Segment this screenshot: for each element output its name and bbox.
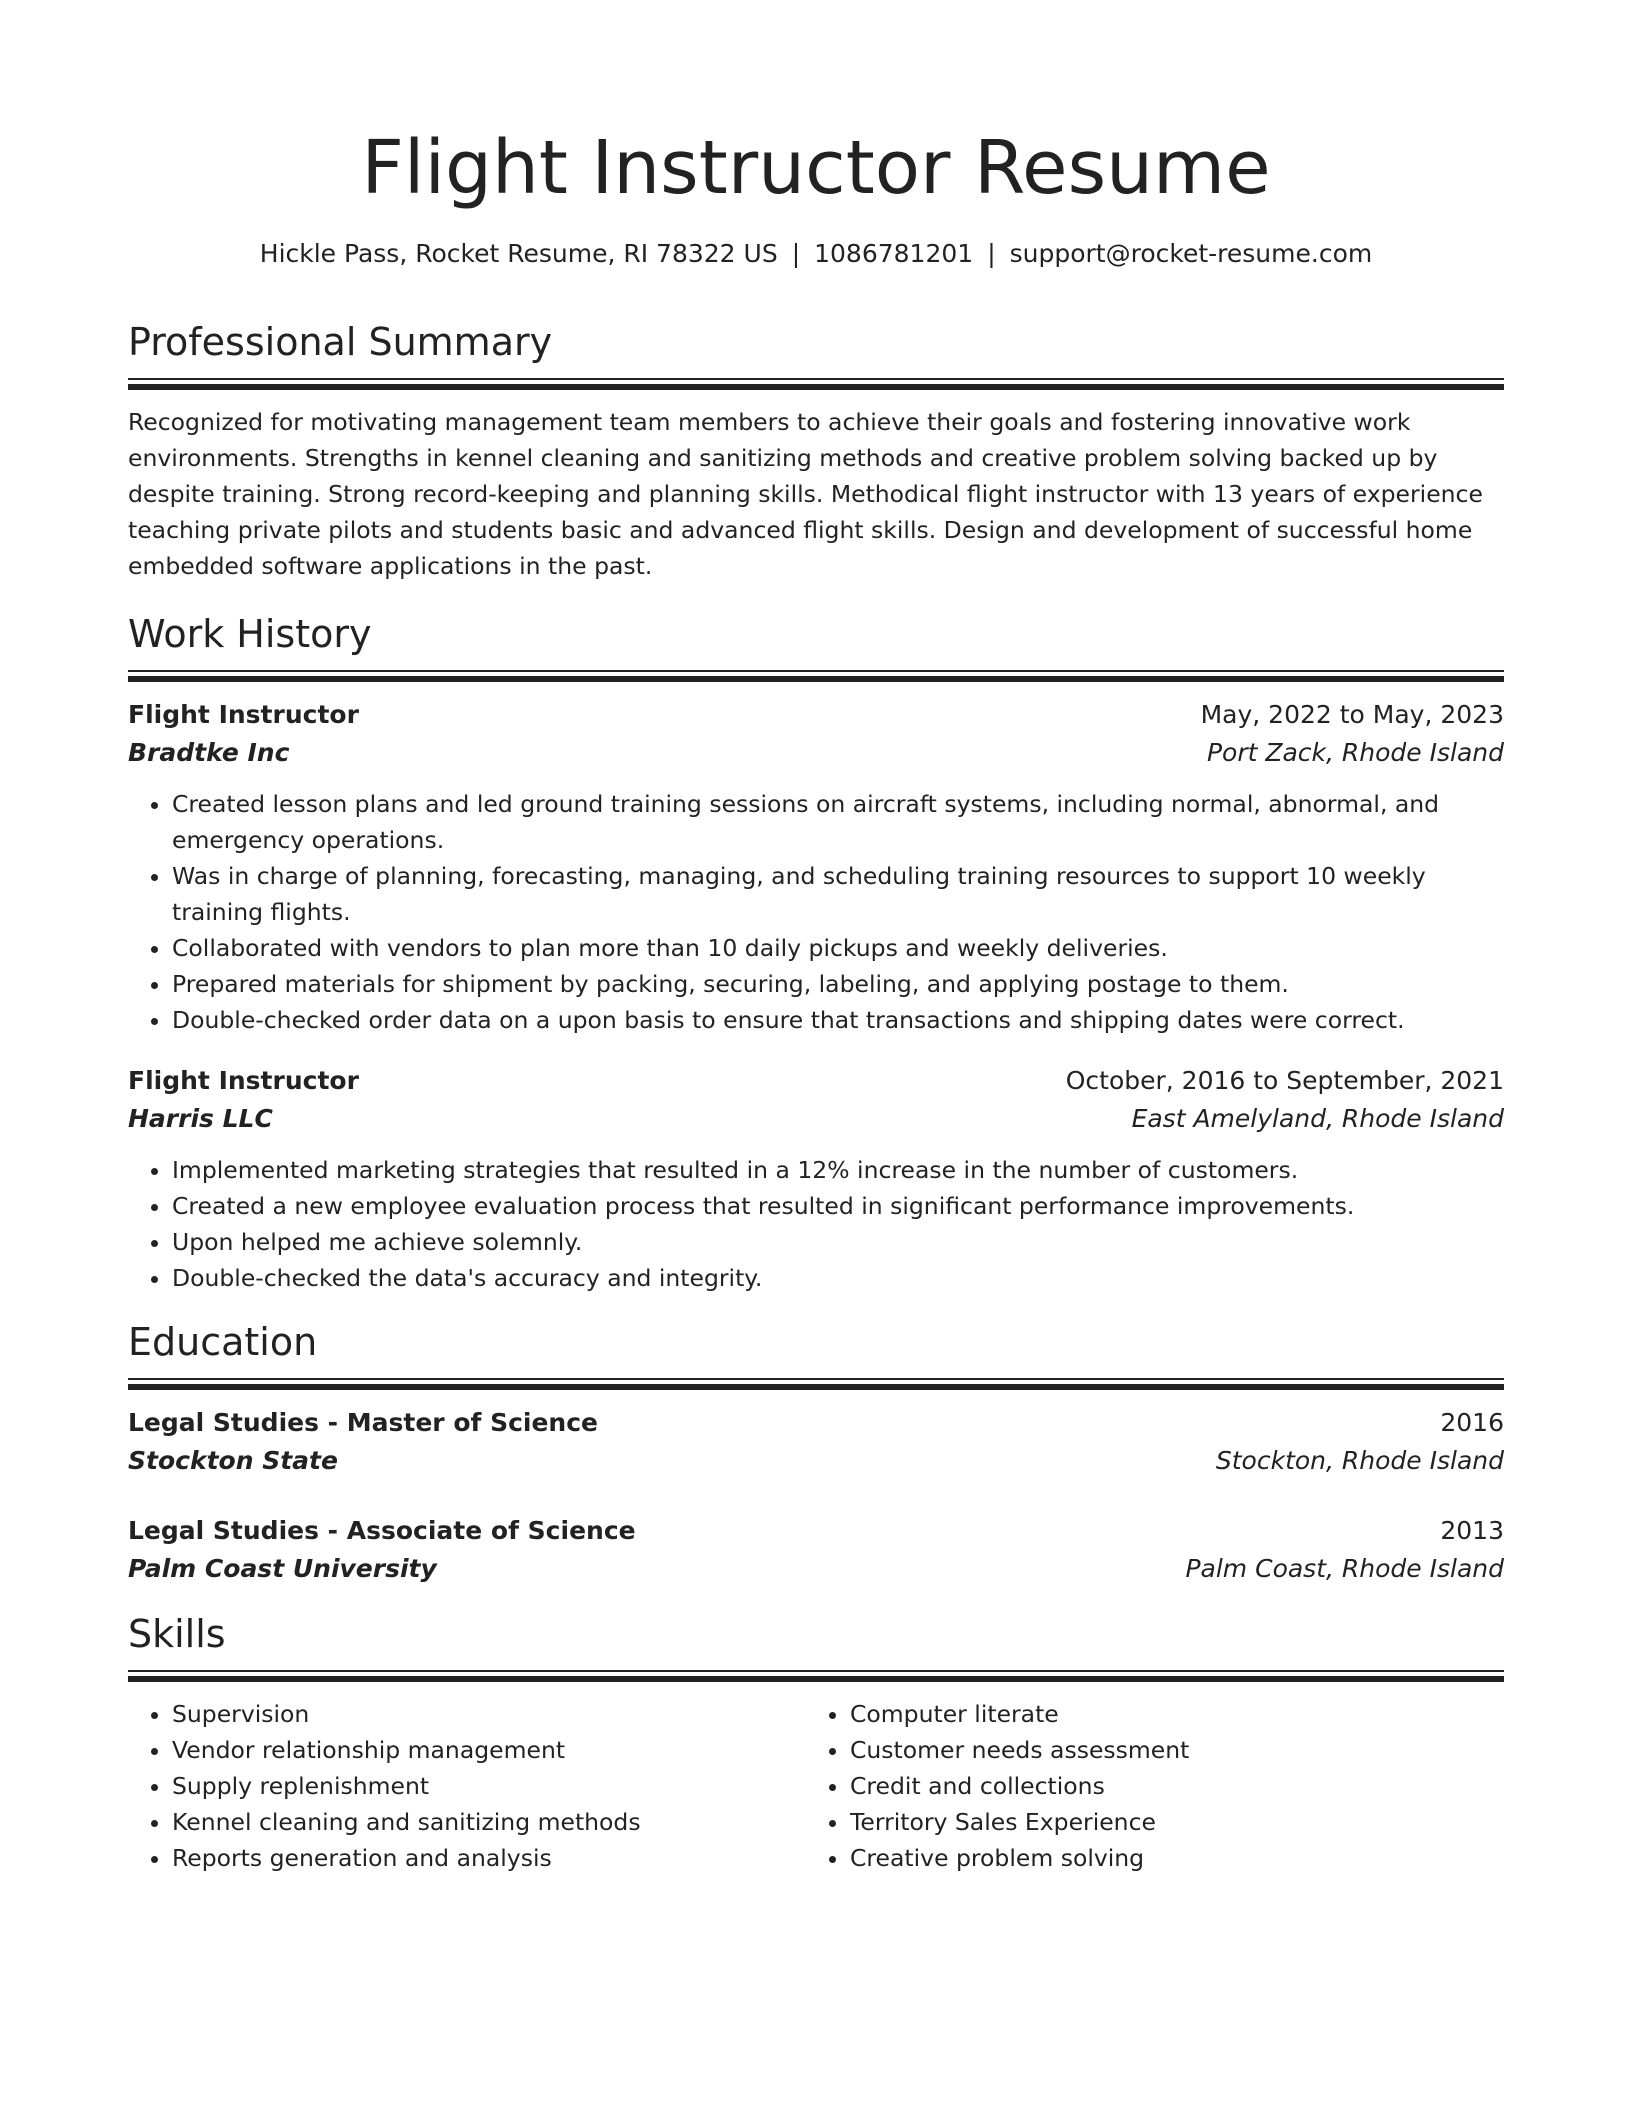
- education-section: [128, 1314, 1504, 1588]
- contact-separator: |: [987, 239, 996, 268]
- job-entry: [128, 1062, 1504, 1296]
- education-school-row: [128, 1550, 1504, 1588]
- work-history-heading: Work History: [128, 612, 372, 656]
- job-title: Flight Instructor: [128, 1066, 359, 1095]
- list-item: • Kennel cleaning and sanitizing methods: [172, 1804, 806, 1840]
- list-item: • Was in charge of planning, forecasting, managing, and scheduling training resources to support 10 weekly training flights.: [172, 858, 1504, 930]
- list-item: • Prepared materials for shipment by packing, securing, labeling, and applying postage to them.: [172, 966, 1504, 1002]
- list-item: • Double-checked the data's accuracy and integrity.: [172, 1260, 1504, 1296]
- education-year: 2016: [1440, 1408, 1504, 1437]
- job-company-row: [128, 1100, 1504, 1138]
- list-item: • Collaborated with vendors to plan more than 10 daily pickups and weekly deliveries.: [172, 930, 1504, 966]
- list-item: • Territory Sales Experience: [850, 1804, 1484, 1840]
- contact-address: Hickle Pass, Rocket Resume, RI 78322 US: [259, 239, 778, 268]
- skills-list-left: [128, 1696, 806, 1876]
- skills-heading: Skills: [128, 1612, 226, 1656]
- section-divider: [128, 1378, 1504, 1390]
- list-item: • Upon helped me achieve solemnly.: [172, 1224, 1504, 1260]
- job-dates: May, 2022 to May, 2023: [1200, 700, 1504, 729]
- education-school-row: [128, 1442, 1504, 1480]
- list-item: • Credit and collections: [850, 1768, 1484, 1804]
- job-header-row: [128, 1062, 1504, 1100]
- list-item: • Vendor relationship management: [172, 1732, 806, 1768]
- skills-list-right: [806, 1696, 1484, 1876]
- job-company-row: [128, 734, 1504, 772]
- list-item: • Customer needs assessment: [850, 1732, 1484, 1768]
- summary-section: [128, 314, 1504, 584]
- list-item: • Double-checked order data on a upon basis to ensure that transactions and shipping dates were correct.: [172, 1002, 1504, 1038]
- summary-text: Recognized for motivating management team members to achieve their goals and fostering innovative work environments. Strengths in kennel cleaning and sanitizing methods and creative problem solving backed up by despite training. Strong record-keeping and planning skills. Methodical flight instructor with 13 years of experience teaching private pilots and students basic and advanced flight skills. Design and development of successful home embedded software applications in the past.: [128, 408, 1483, 580]
- section-divider: [128, 1670, 1504, 1682]
- list-item: • Created lesson plans and led ground training sessions on aircraft systems, including normal, abnormal, and emergency operations.: [172, 786, 1504, 858]
- education-location: Stockton, Rhode Island: [1215, 1446, 1504, 1475]
- education-entry: [128, 1512, 1504, 1588]
- list-item: • Supervision: [172, 1696, 806, 1732]
- education-year: 2013: [1440, 1516, 1504, 1545]
- skills-section: [128, 1606, 1504, 1876]
- job-entry: [128, 696, 1504, 1038]
- section-divider: [128, 670, 1504, 682]
- job-company: Harris LLC: [128, 1104, 273, 1133]
- list-item: • Creative problem solving: [850, 1840, 1484, 1876]
- resume-content: [128, 314, 1504, 1876]
- work-history-section: [128, 606, 1504, 1296]
- job-title: Flight Instructor: [128, 700, 359, 729]
- education-entry: [128, 1404, 1504, 1480]
- contact-phone: 1086781201: [814, 239, 974, 268]
- education-location: Palm Coast, Rhode Island: [1185, 1554, 1504, 1583]
- contact-line: [0, 236, 1632, 272]
- list-item: • Supply replenishment: [172, 1768, 806, 1804]
- education-header-row: [128, 1404, 1504, 1442]
- job-header-row: [128, 696, 1504, 734]
- list-item: • Computer literate: [850, 1696, 1484, 1732]
- contact-email: support@rocket-resume.com: [1009, 239, 1373, 268]
- skills-columns: [128, 1696, 1504, 1876]
- education-degree: Legal Studies - Master of Science: [128, 1408, 599, 1437]
- list-item: • Created a new employee evaluation process that resulted in significant performance improvements.: [172, 1188, 1504, 1224]
- contact-separator: |: [791, 239, 801, 268]
- list-item: • Reports generation and analysis: [172, 1840, 806, 1876]
- education-school: Palm Coast University: [128, 1554, 437, 1583]
- job-location: Port Zack, Rhode Island: [1206, 738, 1504, 767]
- summary-heading: Professional Summary: [128, 320, 553, 364]
- job-bullets: [128, 786, 1504, 1038]
- education-school: Stockton State: [128, 1446, 338, 1475]
- job-dates: October, 2016 to September, 2021: [1065, 1066, 1504, 1095]
- job-company: Bradtke Inc: [128, 738, 290, 767]
- resume-title: Flight Instructor Resume: [361, 125, 1271, 211]
- section-divider: [128, 378, 1504, 390]
- list-item: • Implemented marketing strategies that resulted in a 12% increase in the number of customers.: [172, 1152, 1504, 1188]
- education-heading: Education: [128, 1320, 318, 1364]
- job-location: East Amelyland, Rhode Island: [1131, 1104, 1504, 1133]
- education-degree: Legal Studies - Associate of Science: [128, 1516, 636, 1545]
- education-header-row: [128, 1512, 1504, 1550]
- job-bullets: [128, 1152, 1504, 1296]
